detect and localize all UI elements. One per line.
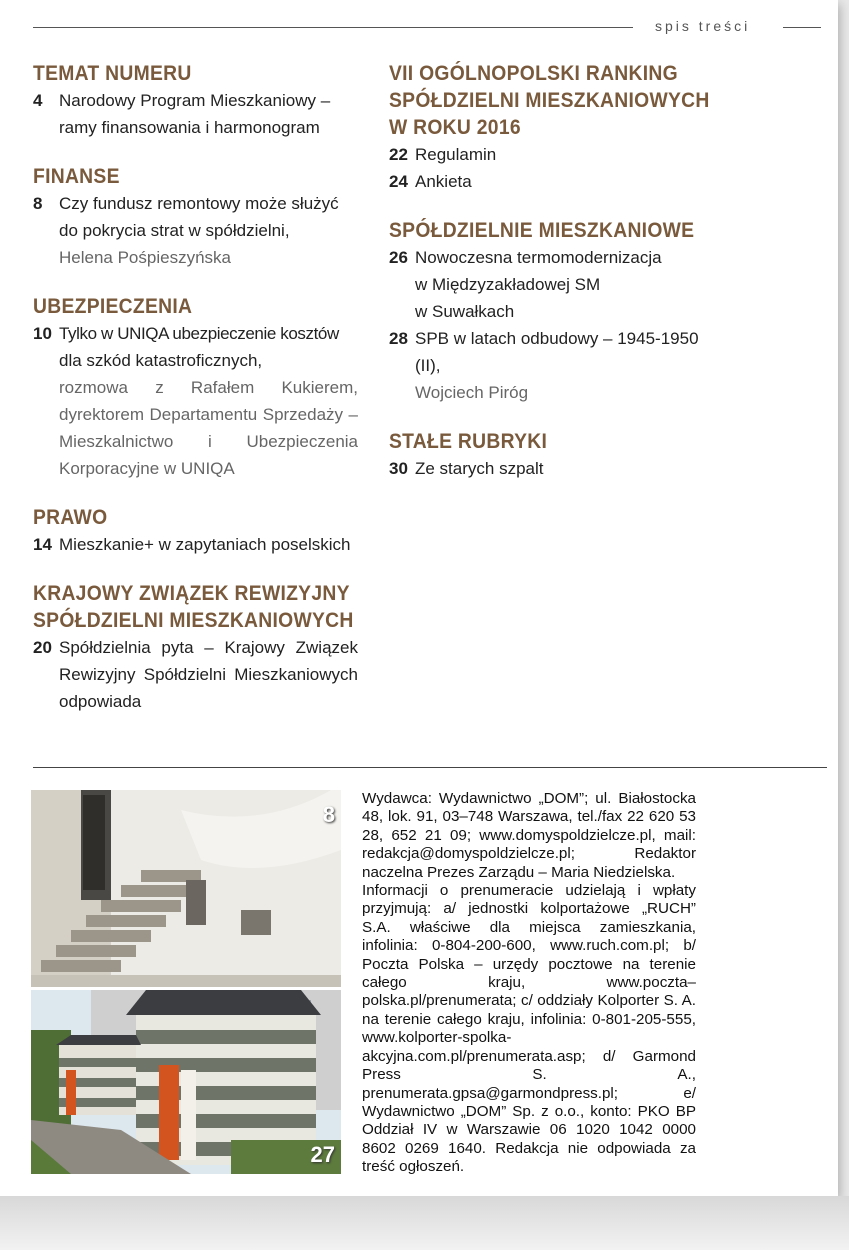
section-title: VII OGÓLNOPOLSKI RANKING SPÓŁDZIELNI MIESZKANIOWYCH W ROKU 2016 [389,62,710,139]
toc-entry[interactable] [33,531,358,558]
page-number: 4 [33,91,43,110]
toc-section [389,428,719,482]
toc-entry[interactable] [389,325,719,406]
toc-entry[interactable] [33,190,358,271]
entry-title-line: Czy fundusz remontowy może służyć [59,194,339,213]
entry-title-line: w Suwałkach [415,302,515,321]
building-entrance-photo [31,990,341,1174]
page-shadow [0,1196,849,1250]
toc-section [33,60,358,141]
page-number: 22 [389,145,408,164]
photo-page-number: 27 [310,1142,335,1167]
toc-entry[interactable] [33,320,358,482]
entry-title-line: Tylko w UNIQA ubezpieczenie kosztów [59,324,339,343]
staircase-illustration [31,790,341,987]
entry-title-line: do pokrycia strat w spółdzielni, [59,221,290,240]
page-number: 24 [389,172,408,191]
page-number: 20 [33,638,52,657]
toc-entry[interactable] [389,141,719,168]
entry-title-line: w Międzyzakładowej SM [415,275,601,294]
toc-entry[interactable] [389,455,719,482]
entry-title-line: Narodowy Program Mieszkaniowy – [59,91,331,110]
toc-entry[interactable] [33,634,358,715]
entry-title-line: dla szkód katastroficznych, [59,351,263,370]
entry-author: rozmowa z Rafałem Kukierem, dyrektorem Departamentu Sprzedaży – Mieszkalnictwo i Ubezpieczenia Korporacyjne w UNIQA [59,378,358,478]
subscription-paragraph: Informacji o prenumeracie udzielają i wpłaty przyjmują: a/ jednostki kolportażowe „RUCH” S.A. właściwe dla miejsca zamieszkania, infolinia: 0-804-200-600, www.ruch.com.pl; b/ Poczta Polska – urzędy pocztowe na terenie całego kraju, www.poczta–polska.pl/prenumerata; c/ oddziały Kolporter S. A. na terenie całego kraju, infolinia: 0-801-205-555, www.kolporter-spolka-akcyjna.com.pl/prenumerata.asp; d/ Garmond Press S. A., prenumerata.gpsa@garmondpress.pl; e/ Wydawnictwo „DOM” Sp. z o.o., konto: PKO BP Oddział IV w Warszawie 06 1020 1042 0000 8602 0269 1640. Redakcja nie odpowiada za treść ogłoszeń. [362,882,696,1176]
entry-author: Wojciech Piróg [415,383,529,402]
entry-title-line: Ze starych szpalt [415,459,544,478]
page-number: 14 [33,535,52,554]
toc-section [33,163,358,271]
staircase-photo [31,790,341,987]
entry-title-line: ramy finansowania i harmonogram [59,118,320,137]
toc-entry[interactable] [389,168,719,195]
entry-title-line: Regulamin [415,145,497,164]
page-number: 28 [389,329,408,348]
toc-section [389,217,719,406]
toc-entry[interactable] [33,87,358,141]
entry-title-line: Spółdzielnia pyta – Krajowy Związek Rewizyjny Spółdzielni Mieszkaniowych odpowiada [59,638,358,711]
header-rule-right [783,27,821,28]
entry-title-line: SPB w latach odbudowy – 1945-1950 [415,329,699,348]
entry-title-line: (II), [415,356,441,375]
toc-entry[interactable] [389,244,719,325]
page-number: 10 [33,324,52,343]
page-number: 30 [389,459,408,478]
entry-title-line: Ankieta [415,172,472,191]
page-number: 8 [33,194,43,213]
toc-section [33,293,358,482]
entry-author: Helena Pośpieszyńska [59,248,231,267]
section-title: UBEZPIECZENIA [33,295,193,318]
toc-section [33,580,358,715]
section-title: KRAJOWY ZWIĄZEK REWIZYJNY SPÓŁDZIELNI MIESZKANIOWYCH [33,582,354,632]
toc-section [33,504,358,558]
toc-right-column [389,60,719,504]
entry-title-line: Nowoczesna termomodernizacja [415,248,662,267]
section-title: TEMAT NUMERU [33,62,192,85]
page-number: 26 [389,248,408,267]
section-title: STAŁE RUBRYKI [389,430,548,453]
section-title: PRAWO [33,506,108,529]
photo-page-number: 8 [322,802,335,827]
section-title: FINANSE [33,165,120,188]
running-head: spis treści [655,18,751,34]
entry-title-line: Mieszkanie+ w zapytaniach poselskich [59,535,351,554]
toc-left-column [33,60,358,737]
footer-rule [33,767,827,768]
toc-section [389,60,719,195]
publisher-info [362,790,696,1177]
building-illustration [31,990,341,1174]
header-rule-left [33,27,633,28]
section-title: SPÓŁDZIELNIE MIESZKANIOWE [389,219,695,242]
publisher-paragraph: Wydawca: Wydawnictwo „DOM”; ul. Białostocka 48, lok. 91, 03–748 Warszawa, tel./fax 22 620 53 28, 652 21 09; www.domyspoldzielcze.pl, mail: redakcja@domyspoldzielcze.pl; Redaktor naczelna Prezes Zarządu – Maria Niedzielska. [362,790,696,881]
